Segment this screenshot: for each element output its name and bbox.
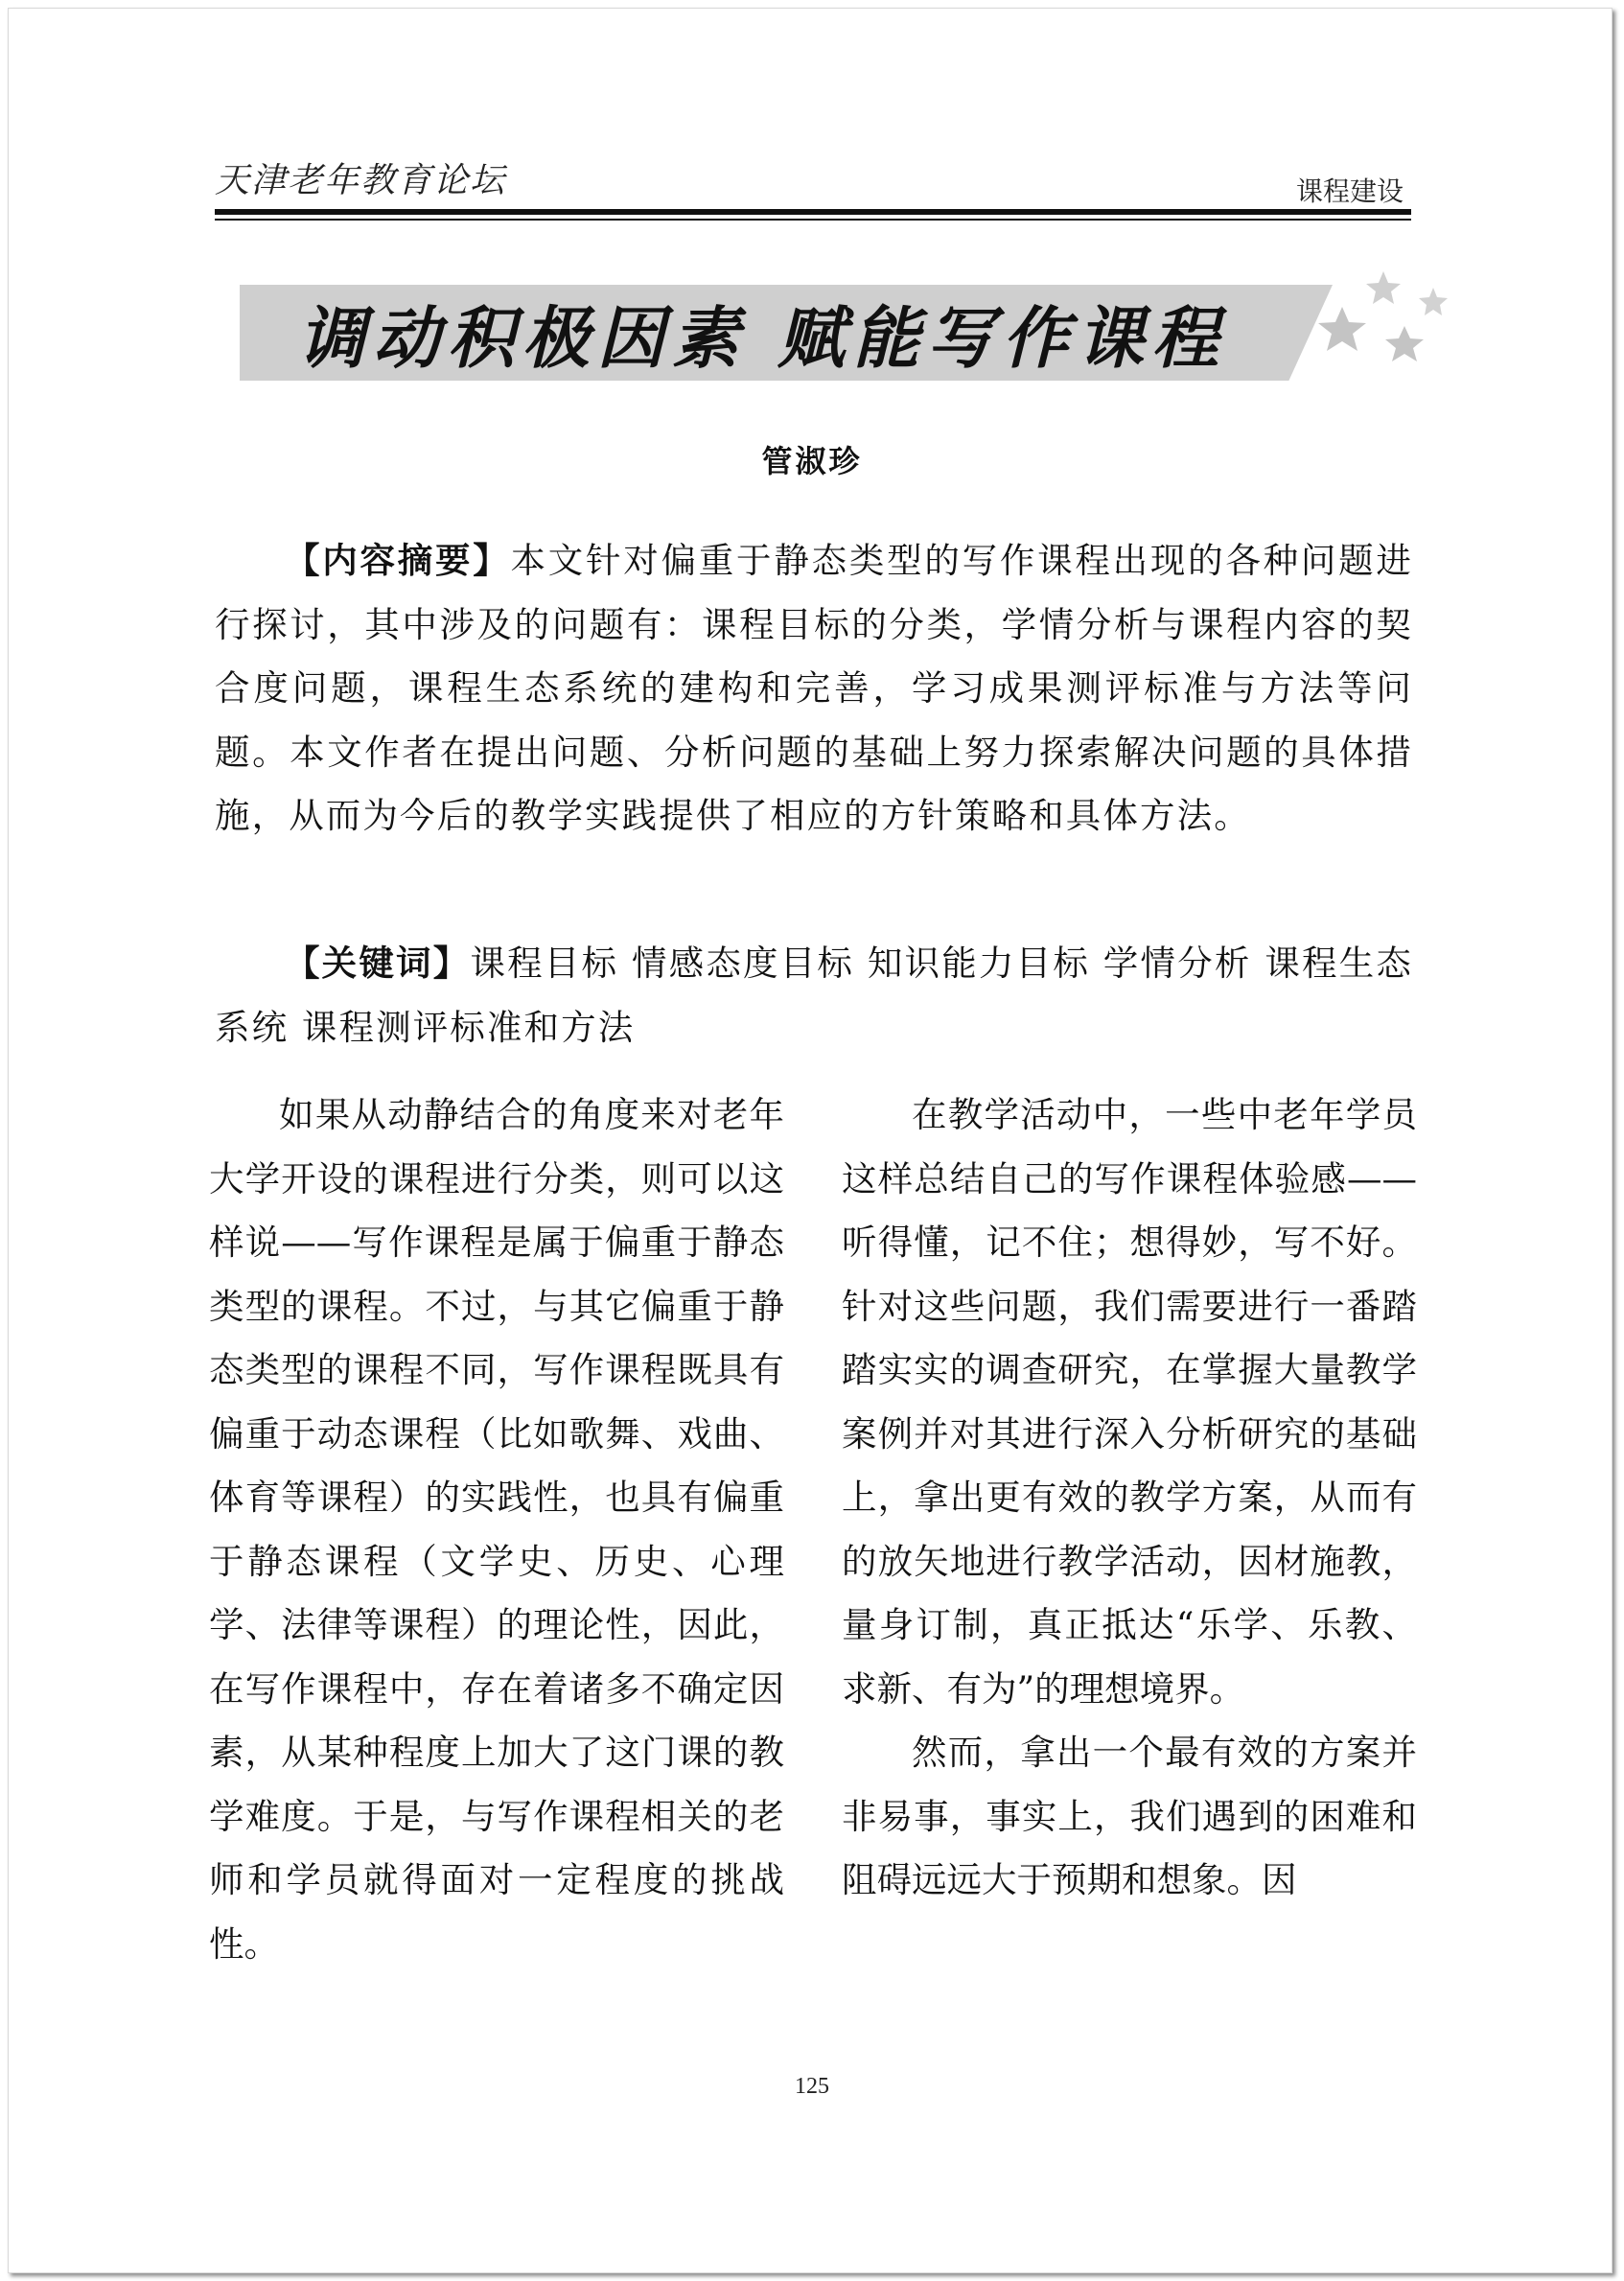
star-icon [1419,288,1448,315]
abstract-label: 【内容摘要】 [285,540,511,581]
header-rule-thin [215,219,1411,221]
star-icon [1366,271,1401,304]
star-icon [1318,307,1366,351]
abstract-text: 本文针对偏重于静态类型的写作课程出现的各种问题进行探讨，其中涉及的问题有：课程目标的分类，学情分析与课程内容的契合度问题，课程生态系统的建构和完善，学习成果测评标准与方法等问题。本文作者在提出问题、分析问题的基础上努力探索解决问题的具体措施，从而为今后的教学实践提供了相应的方针策略和具体方法。 [215,540,1413,836]
star-icon [1385,326,1424,361]
keywords-label: 【关键词】 [285,943,471,984]
keywords-text: 课程目标 情感态度目标 知识能力目标 学情分析 课程生态系统 课程测评标准和方法 [215,943,1413,1048]
body-paragraph: 然而，拿出一个最有效的方案并非易事，事实上，我们遇到的困难和阻碍远远大于预期和想象。因 [842,1732,1417,1900]
keywords [215,932,1413,1059]
stars-decoration-icon [1313,267,1467,372]
section-label: 课程建设 [1296,175,1404,207]
body-column-left [209,1083,784,1976]
author-name: 管淑珍 [761,443,863,479]
body-paragraph: 在教学活动中，一些中老年学员这样总结自己的写作课程体验感——听得懂，记不住；想得妙，写不好。针对这些问题，我们需要进行一番踏踏实实的调查研究，在掌握大量教学案例并对其进行深入分析研究的基础上，拿出更有效的教学方案，从而有的放矢地进行教学活动，因材施教，量身订制，真正抵达“乐学、乐教、求新、有为”的理想境界。 [842,1094,1417,1710]
page-number: 125 [795,2074,829,2099]
body-paragraph: 如果从动静结合的角度来对老年大学开设的课程进行分类，则可以这样说——写作课程是属于偏重于静态类型的课程。不过，与其它偏重于静态类型的课程不同，写作课程既具有偏重于动态课程（比如歌舞、戏曲、体育等课程）的实践性，也具有偏重于静态课程（文学史、历史、心理学、法律等课程）的理论性，因此，在写作课程中，存在着诸多不确定因素，从某种程度上加大了这门课的教学难度。于是，与写作课程相关的老师和学员就得面对一定程度的挑战性。 [209,1094,784,1965]
body-column-right [842,1083,1417,1913]
article-title: 调动积极因素 赋能写作课程 [297,297,1227,378]
header-rule [215,209,1411,215]
journal-name: 天津老年教育论坛 [215,161,507,200]
abstract [215,529,1413,849]
